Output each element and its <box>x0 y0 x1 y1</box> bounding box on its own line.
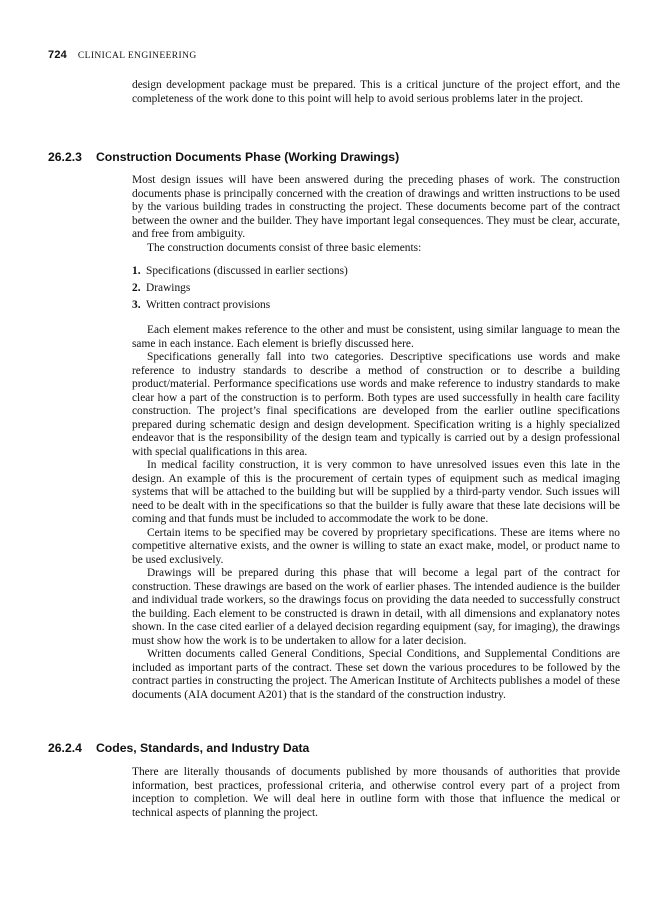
section-2-body <box>132 766 620 820</box>
list-number: 2. <box>132 282 141 294</box>
body-paragraph: Most design issues will have been answered during the preceding phases of work. The construction documents phase is principally concerned with the creation of drawings and written instructions to be used by the various building trades in constructing the project. These documents become part of the contract between the owner and the builder. They have important legal consequences. They must be clear, accurate, and free from ambiguity. <box>132 174 620 240</box>
section-heading-26-2-4 <box>48 741 309 755</box>
intro-block <box>132 79 620 106</box>
body-paragraph: Written documents called General Conditions, Special Conditions, and Supplemental Conditions are included as important parts of the contract. These set down the various procedures to be followed by the contract parties in constructing the project. The American Institute of Architects publishes a model of these documents (AIA document A201) that is the standard of the construction industry. <box>132 648 620 701</box>
section-number: 26.2.3 <box>48 150 82 164</box>
body-paragraph: Specifications generally fall into two categories. Descriptive specifications use words and make reference to industry standards to describe a method of construction or to describe a building product/material. Performance specifications use words and make reference to industry standards to make clear how a part of the construction is to perform. Both types are used successfully in health care facility construction. The project’s final specifications are developed from the earlier outline specifications prepared during schematic design and design development. Specification writing is a highly specialized endeavor that is the responsibility of the design team and typically is carried out by a design professional with special qualifications in this area. <box>132 351 620 458</box>
section-1-body-bottom <box>132 324 620 702</box>
list-item <box>132 281 620 298</box>
list-item <box>132 298 620 315</box>
body-paragraph: Drawings will be prepared during this phase that will become a legal part of the contract for construction. These drawings are based on the work of earlier phases. The intended audience is the builder and individual trade workers, so the drawings focus on providing the data needed to successfully construct the building. Each element to be constructed is drawn in detail, with all dimensions and explanatory notes shown. In the case cited earlier of a delayed decision regarding equipment (say, for imaging), the drawings must show how the work is to be undertaken to allow for a later decision. <box>132 567 620 647</box>
section-heading-26-2-3 <box>48 150 399 164</box>
body-paragraph: Certain items to be specified may be covered by proprietary specifications. These are items where no competitive alternative exists, and the owner is willing to state an exact make, model, or product name to be used exclusively. <box>132 526 620 566</box>
section-number: 26.2.4 <box>48 741 82 755</box>
section-title: Codes, Standards, and Industry Data <box>96 741 310 755</box>
section-1-body-top <box>132 174 620 255</box>
list-text: Drawings <box>146 282 191 294</box>
running-header <box>48 49 197 61</box>
list-text: Written contract provisions <box>146 299 271 311</box>
body-paragraph: The construction documents consist of three basic elements: <box>147 241 422 254</box>
list-item <box>132 264 620 281</box>
section-title: Construction Documents Phase (Working Drawings) <box>96 150 400 164</box>
body-paragraph: There are literally thousands of documents published by more thousands of authorities that provide information, best practices, professional criteria, and otherwise control every part of a project from inception to completion. We will deal here in outline form with those that influence the medical or technical aspects of planning the project. <box>132 766 620 819</box>
list-number: 3. <box>132 299 141 311</box>
list-number: 1. <box>132 265 141 277</box>
elements-list <box>132 264 620 315</box>
list-text: Specifications (discussed in earlier sections) <box>146 265 348 277</box>
body-paragraph: In medical facility construction, it is very common to have unresolved issues even this late in the design. An example of this is the procurement of certain types of equipment such as medical imaging systems that will be attached to the building but will be supplied by a third-party vendor. Such issues will need to be dealt with in the specifications so that the builder is fully aware that these late decisions will be coming and that funds must be included to accommodate the work to be done. <box>132 459 620 525</box>
running-header-title: CLINICAL ENGINEERING <box>77 51 197 61</box>
body-paragraph: Each element makes reference to the other and must be consistent, using similar language to mean the same in each instance. Each element is briefly discussed here. <box>132 324 620 350</box>
page-number: 724 <box>48 49 67 61</box>
intro-paragraph: design development package must be prepared. This is a critical juncture of the project effort, and the completeness of the work done to this point will help to avoid serious problems later in the project. <box>132 79 620 105</box>
